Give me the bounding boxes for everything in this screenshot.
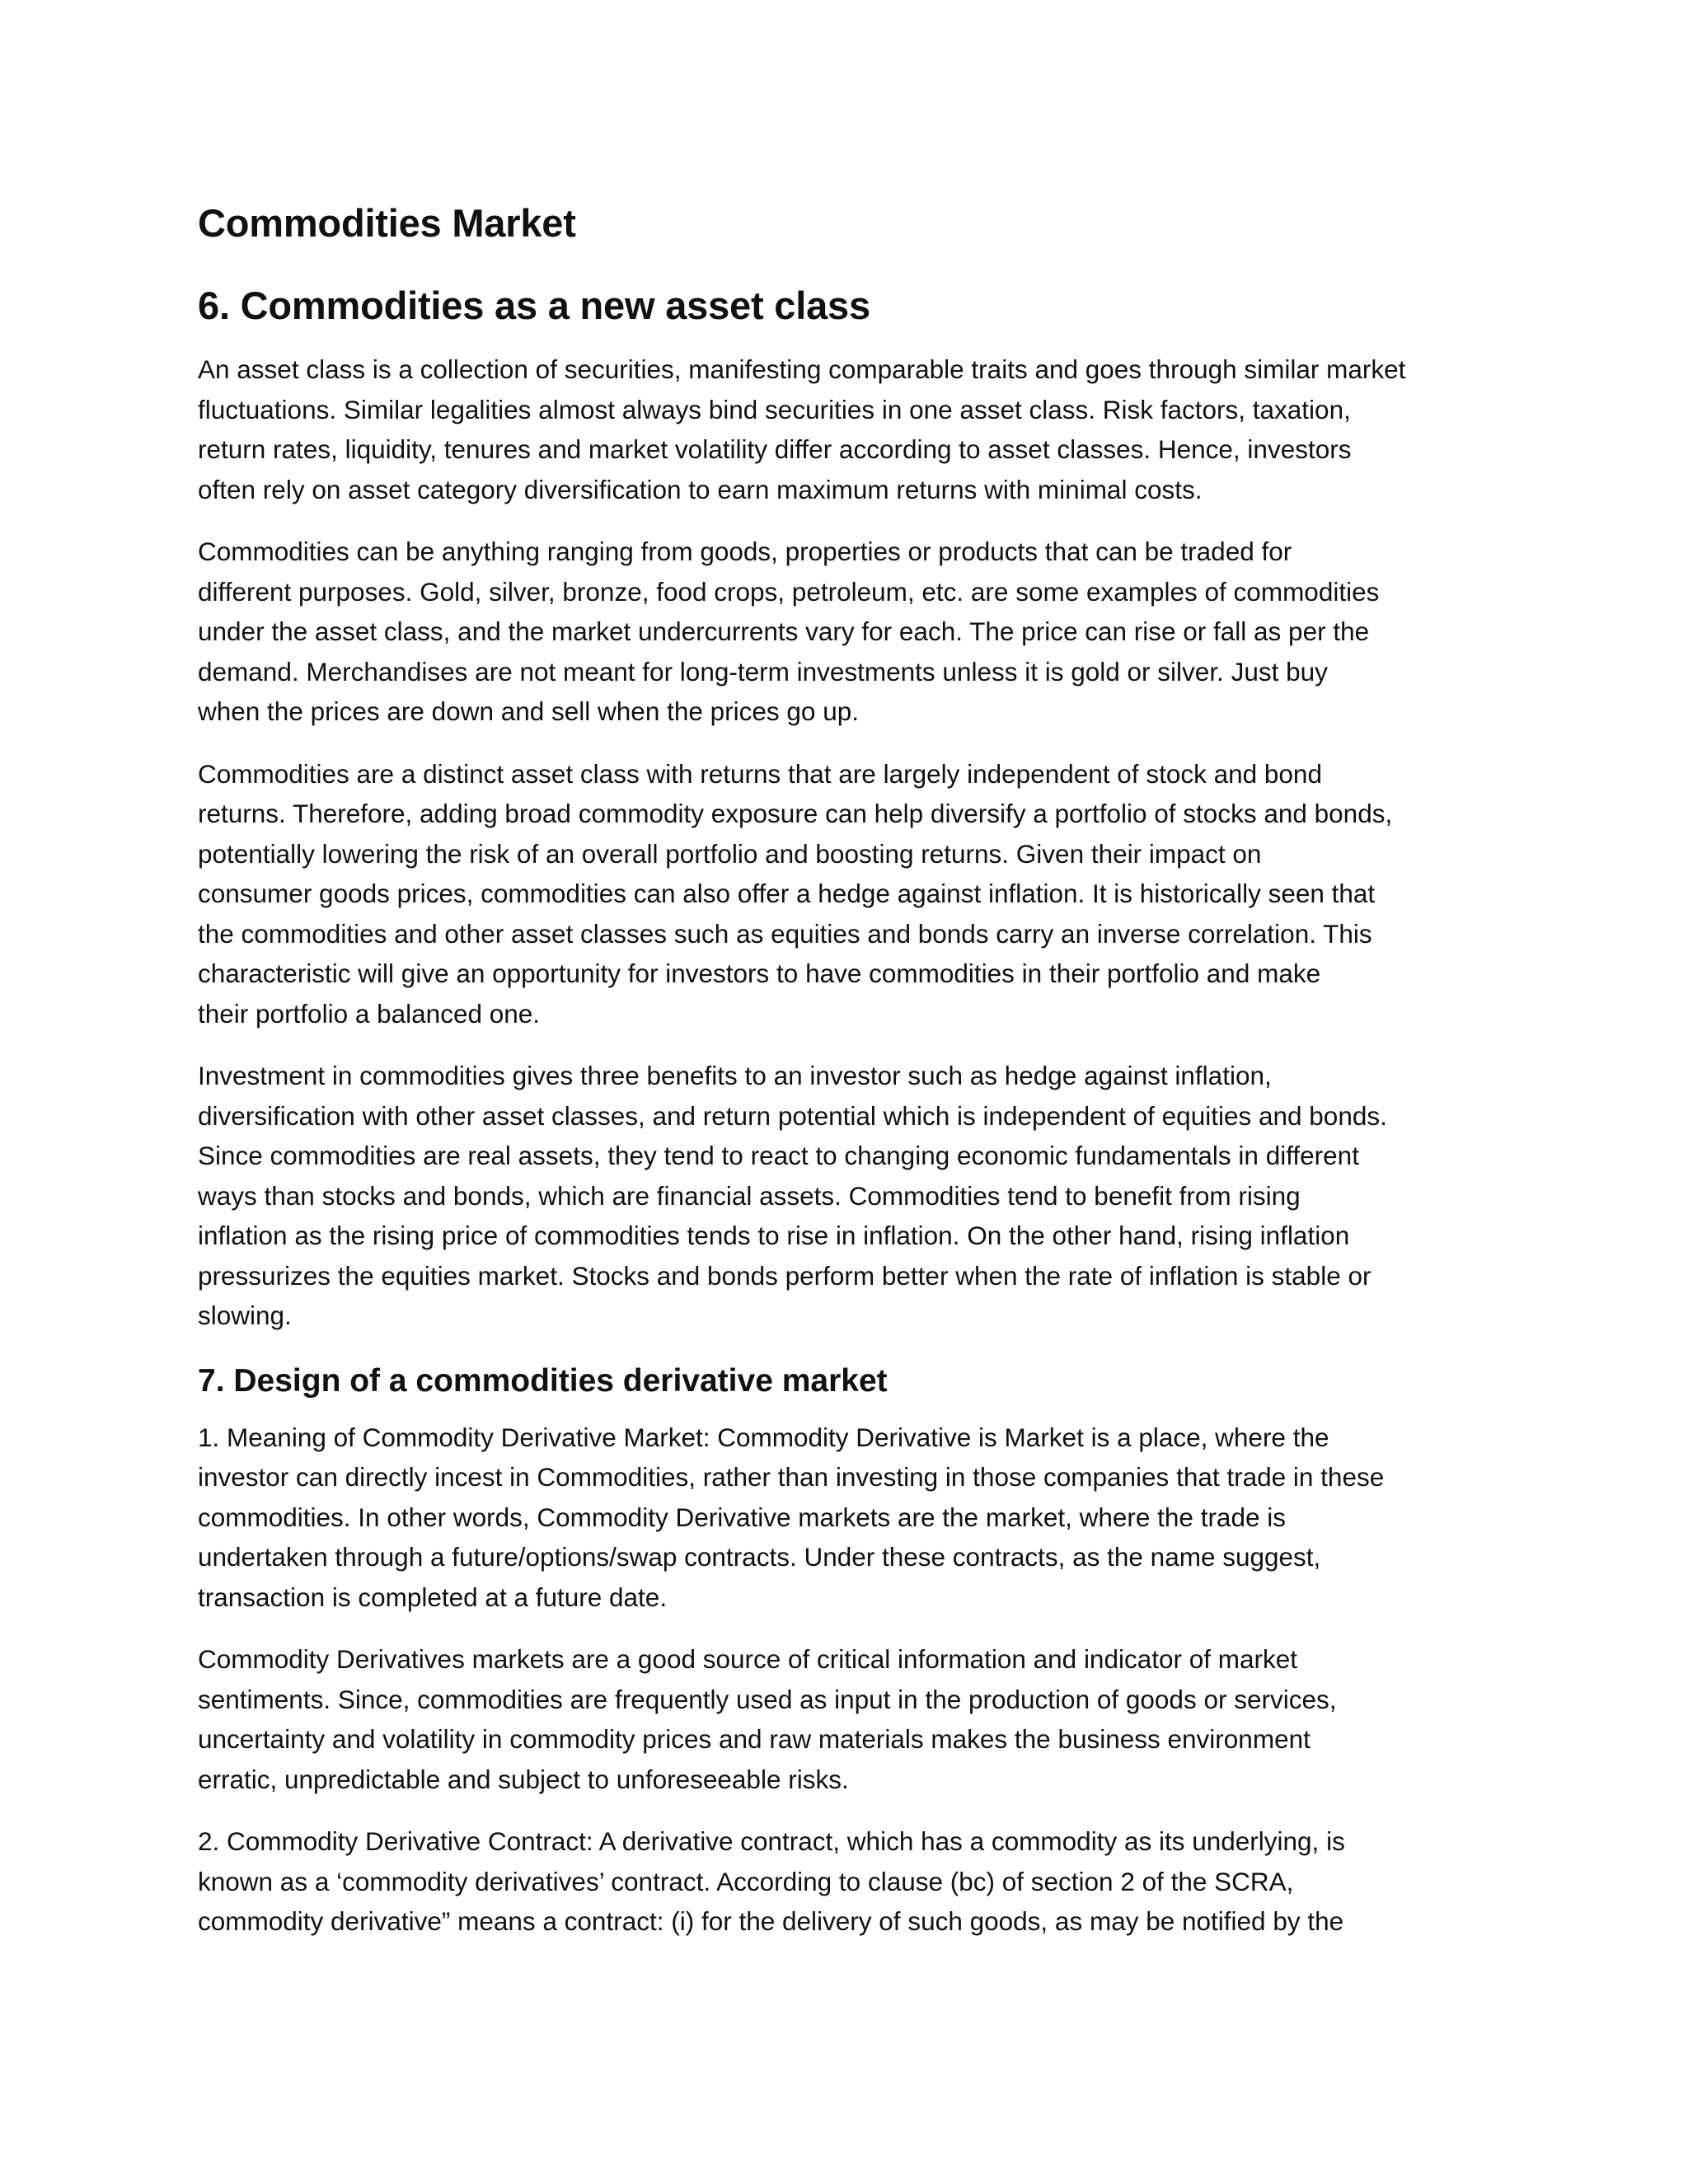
document-title: Commodities Market [198,201,576,245]
text-line: uncertainty and volatility in commodity prices and raw materials makes the business environment [198,1724,1311,1754]
text-line: slowing. [198,1301,292,1330]
section-6-heading: 6. Commodities as a new asset class [198,284,870,327]
text-line: Commodity Derivatives markets are a good source of critical information and indicator of market [198,1644,1298,1674]
text-line: characteristic will give an opportunity for investors to have commodities in their portfolio and make [198,958,1321,988]
text-line: Commodities can be anything ranging from goods, properties or products that can be traded for [198,537,1292,566]
text-line: investor can directly incest in Commodities, rather than investing in those companies that trade in these [198,1462,1385,1492]
text-line: ways than stocks and bonds, which are financial assets. Commodities tend to benefit from rising [198,1180,1301,1211]
text-line: undertaken through a future/options/swap contracts. Under these contracts, as the name suggest, [198,1542,1321,1572]
text-line: inflation as the rising price of commodities tends to rise in inflation. On the other hand, rising inflation [198,1221,1350,1250]
document-page [198,194,1492,1964]
paragraph [198,1056,1492,1336]
text-line: pressurizes the equities market. Stocks and bonds perform better when the rate of inflation is stable or [198,1260,1372,1291]
text-line: returns. Therefore, adding broad commodity exposure can help diversify a portfolio of stocks and bonds, [198,799,1393,828]
text-line: the commodities and other asset classes such as equities and bonds carry an inverse correlation. This [198,918,1372,949]
paragraph [198,1418,1492,1618]
text-line: demand. Merchandises are not meant for long-term investments unless it is gold or silver. Just buy [198,656,1328,687]
text-line: Commodities are a distinct asset class with returns that are largely independent of stock and bond [198,758,1322,789]
text-line: sentiments. Since, commodities are frequently used as input in the production of goods or services, [198,1684,1337,1714]
text-line: commodities. In other words, Commodity Derivative markets are the market, where the trade is [198,1502,1286,1532]
paragraph [198,1821,1492,1942]
section-6-body [198,349,1492,1336]
text-line: consumer goods prices, commodities can also offer a hedge against inflation. It is historically seen that [198,879,1376,908]
text-line: potentially lowering the risk of an overall portfolio and boosting returns. Given their impact on [198,838,1262,869]
section-7-heading: 7. Design of a commodities derivative market [198,1362,888,1399]
text-line: their portfolio a balanced one. [198,998,541,1029]
text-line: commodity derivative” means a contract: (i) for the delivery of such goods, as may be notified by the [198,1906,1344,1936]
text-line: under the asset class, and the market undercurrents vary for each. The price can rise or fall as per the [198,616,1370,646]
text-line: transaction is completed at a future date. [198,1582,668,1612]
text-line: An asset class is a collection of securities, manifesting comparable traits and goes through similar market [198,354,1406,384]
paragraph [198,532,1492,732]
section-6 [198,277,1492,1336]
text-line: 2. Commodity Derivative Contract: A derivative contract, which has a commodity as its underlying, is [198,1826,1345,1856]
text-line: often rely on asset category diversification to earn maximum returns with minimal costs. [198,474,1203,504]
text-line: erratic, unpredictable and subject to unforeseeable risks. [198,1764,849,1794]
paragraph [198,754,1492,1034]
text-line: different purposes. Gold, silver, bronze, food crops, petroleum, etc. are some examples of commodities [198,576,1380,607]
text-line: Since commodities are real assets, they tend to react to changing economic fundamentals in different [198,1141,1359,1170]
section-7-body [198,1418,1492,1942]
section-7 [198,1358,1492,1942]
text-line: when the prices are down and sell when the prices go up. [198,696,859,726]
text-line: diversification with other asset classes, and return potential which is independent of equities and bonds. [198,1100,1387,1131]
text-line: 1. Meaning of Commodity Derivative Market: Commodity Derivative is Market is a place, where the [198,1422,1329,1452]
paragraph [198,1639,1492,1799]
text-line: return rates, liquidity, tenures and market volatility differ according to asset classes. Hence, investors [198,434,1352,464]
paragraph [198,349,1492,509]
text-line: Investment in commodities gives three benefits to an investor such as hedge against inflation, [198,1061,1272,1090]
text-line: fluctuations. Similar legalities almost always bind securities in one asset class. Risk factors, taxation, [198,394,1351,424]
text-line: known as a ‘commodity derivatives’ contract. According to clause (bc) of section 2 of the SCRA, [198,1866,1294,1896]
